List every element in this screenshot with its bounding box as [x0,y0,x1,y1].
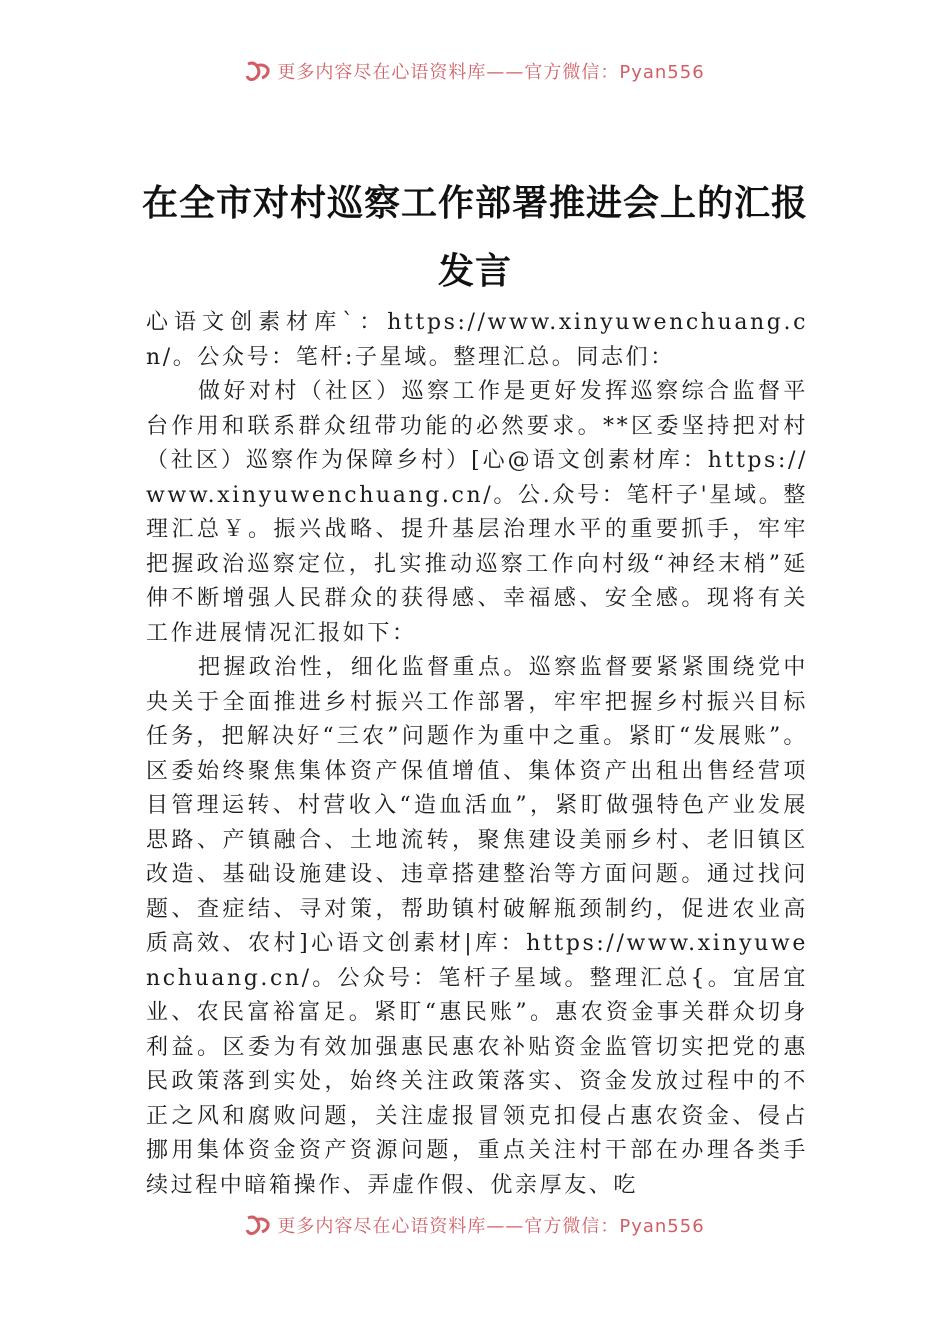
document-body [146,306,808,1203]
watermark-text: 更多内容尽在心语资料库——官方微信：Pyan556 [277,1216,705,1237]
paragraph-overview: 做好对村（社区）巡察工作是更好发挥巡察综合监督平台作用和联系群众纽带功能的必然要求。**区委坚持把对村（社区）巡察作为保障乡村）[心@语文创素材库：https://www.xinyuwenchuang.cn/。公.众号：笔杆子'星域。整理汇总￥。振兴战略、提升基层治理水平的重要抓手，牢牢把握政治巡察定位，扎实推动巡察工作向村级“神经末梢”延伸不断增强人民群众的获得感、幸福感、安全感。现将有关工作进展情况汇报如下： [146,379,808,646]
watermark-text: 更多内容尽在心语资料库——官方微信：Pyan556 [277,62,705,83]
watermark-bottom [0,1210,950,1240]
brand-logo-icon [245,1214,271,1236]
paragraph-political-focus: 把握政治性，细化监督重点。巡察监督要紧紧围绕党中央关于全面推进乡村振兴工作部署，牢牢把握乡村振兴目标任务，把解决好“三农”问题作为重中之重。紧盯“发展账”。区委始终聚焦集体资产保值增值、集体资产出租出售经营项目管理运转、村营收入“造血活血”，紧盯做强特色产业发展思路、产镇融合、土地流转，聚焦建设美丽乡村、老旧镇区改造、基础设施建设、违章搭建整治等方面问题。通过找问题、查症结、寻对策，帮助镇村破解瓶颈制约，促进农业高质高效、农村]心语文创素材|库：https://www.xinyuwenchuang.cn/。公众号：笔杆子星域。整理汇总{。宜居宜业、农民富裕富足。紧盯“惠民账”。惠农资金事关群众切身利益。区委为有效加强惠民惠农补贴资金监管切实把党的惠民政策落到实处，始终关注政策落实、资金发放过程中的不正之风和腐败问题，关注虚报冒领克扣侵占惠农资金、侵占挪用集体资金资产资源问题，重点关注村干部在办理各类手续过程中暗箱操作、弄虚作假、优亲厚友、吃 [146,655,808,1198]
paragraph-intro: 心语文创素材库`：https://www.xinyuwenchuang.cn/。公众号：笔杆:子星域。整理汇总。同志们： [146,310,808,370]
brand-logo-icon [245,60,271,82]
document-title-line-2: 发言 [437,250,512,292]
watermark-top [0,56,950,86]
document-title-line-1: 在全市对村巡察工作部署推进会上的汇报 [141,182,808,224]
